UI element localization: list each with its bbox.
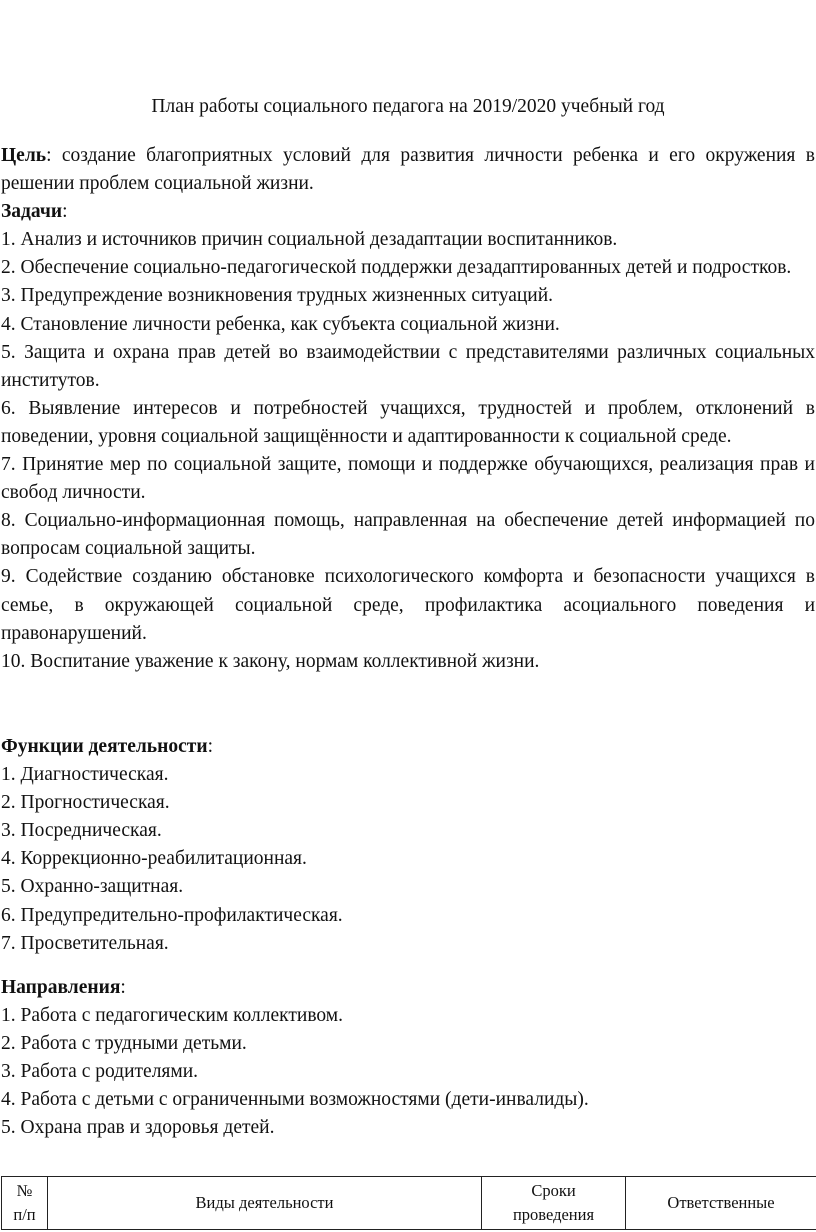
function-item: 3. Посредническая. xyxy=(1,820,162,842)
header-cell-number: № п/п xyxy=(2,1177,48,1230)
goal-text: : создание благоприятных условий для развития личности ребенка и его окружения в решении проблем социальной жизни. xyxy=(1,145,815,195)
task-item: 4. Становление личности ребенка, как субъекта социальной жизни. xyxy=(1,313,560,335)
tasks-label: Задачи xyxy=(1,201,63,223)
header-cell-responsible: Ответственные xyxy=(626,1177,816,1230)
functions-section xyxy=(1,733,815,958)
goal-and-tasks-section xyxy=(1,142,815,676)
function-item: 2. Прогностическая. xyxy=(1,792,170,814)
direction-item: 4. Работа с детьми с ограниченными возможностями (дети-инвалиды). xyxy=(1,1089,589,1111)
task-item: 5. Защита и охрана прав детей во взаимодействии с представителями различных социальных институтов. xyxy=(1,341,815,391)
directions-section xyxy=(1,974,815,1143)
task-item: 1. Анализ и источников причин социальной дезадаптации воспитанников. xyxy=(1,229,618,251)
task-item: 7. Принятие мер по социальной защите, помощи и поддержке обучающихся, реализация прав и свобод личности. xyxy=(1,454,815,504)
task-item: 10. Воспитание уважение к закону, нормам коллективной жизни. xyxy=(1,650,540,672)
direction-item: 5. Охрана прав и здоровья детей. xyxy=(1,1117,275,1139)
functions-heading: Функции деятельности: xyxy=(1,736,213,757)
direction-item: 3. Работа с родителями. xyxy=(1,1061,199,1083)
function-item: 6. Предупредительно-профилактическая. xyxy=(1,904,343,926)
header-cell-activities: Виды деятельности xyxy=(48,1177,482,1230)
directions-heading: Направления: xyxy=(1,977,126,998)
function-item: 7. Просветительная. xyxy=(1,932,169,954)
function-item: 1. Диагностическая. xyxy=(1,764,169,786)
directions-label: Направления xyxy=(1,977,121,998)
task-item: 6. Выявление интересов и потребностей учащихся, трудностей и проблем, отклонений в поведении, уровня социальной защищённости и адаптированности к социальной среде. xyxy=(1,397,815,447)
task-item: 9. Содействие созданию обстановке психологического комфорта и безопасности учащихся в семье, в окружающей социальной среде, профилактика асоциального поведения и правонарушений. xyxy=(1,566,815,644)
task-item: 8. Социально-информационная помощь, направленная на обеспечение детей информацией по вопросам социальной защиты. xyxy=(1,510,815,560)
task-item: 3. Предупреждение возникновения трудных жизненных ситуаций. xyxy=(1,285,554,307)
task-item: 2. Обеспечение социально-педагогической поддержки дезадаптированных детей и подростков. xyxy=(1,257,792,279)
function-item: 5. Охранно-защитная. xyxy=(1,876,184,898)
goal-paragraph xyxy=(1,142,815,198)
direction-item: 2. Работа с трудными детьми. xyxy=(1,1033,247,1055)
goal-label: Цель xyxy=(1,145,47,166)
plan-table xyxy=(1,1176,816,1230)
header-cell-terms: Сроки проведения xyxy=(482,1177,626,1230)
functions-label: Функции деятельности xyxy=(1,736,208,757)
tasks-heading: Задачи: xyxy=(1,201,68,223)
function-item: 4. Коррекционно-реабилитационная. xyxy=(1,848,307,870)
document-title: План работы социального педагога на 2019/2020 учебный год xyxy=(151,96,665,117)
table-header-row xyxy=(2,1177,816,1230)
direction-item: 1. Работа с педагогическим коллективом. xyxy=(1,1005,344,1027)
